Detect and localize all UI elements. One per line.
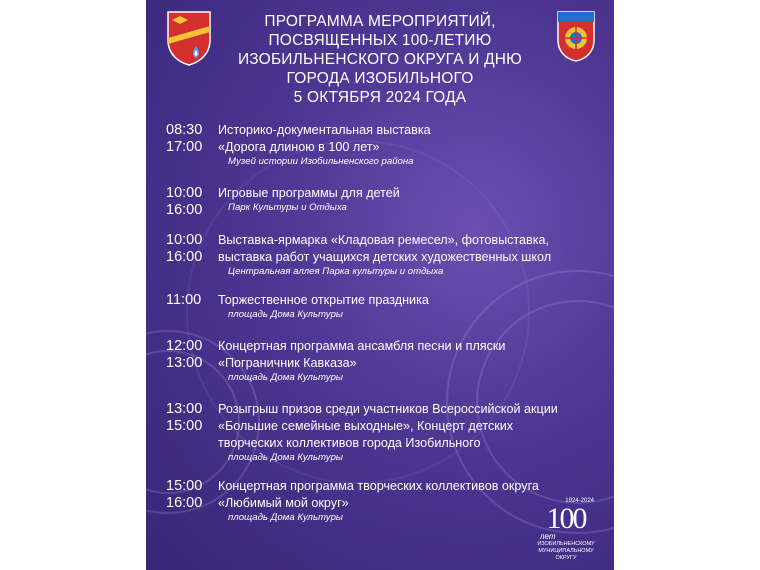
- title-line: ПРОГРАММА МЕРОПРИЯТИЙ,: [264, 13, 496, 30]
- event-description: [218, 232, 604, 278]
- event-times: [166, 292, 216, 309]
- event-end-time: 16:00: [166, 202, 203, 218]
- jubilee-number: 100: [546, 502, 586, 535]
- event-end-time: 15:00: [166, 418, 203, 434]
- event-end-time: 17:00: [166, 139, 203, 155]
- event-description: [218, 185, 604, 214]
- jubilee-word: лет: [540, 532, 556, 541]
- title-line: ПОСВЯЩЕННЫХ 100-ЛЕТИЮ: [268, 32, 492, 49]
- event-place: Центральная аллея Парка культуры и отдыха: [228, 266, 444, 277]
- event-description: [218, 338, 604, 384]
- event-times: [166, 185, 216, 219]
- event-place: площадь Дома Культуры: [228, 512, 343, 523]
- jubilee-logo: [534, 498, 598, 566]
- event-line: Концертная программа ансамбля песни и пляски: [218, 339, 506, 353]
- event-place: площадь Дома Культуры: [228, 452, 343, 463]
- event-end-time: 16:00: [166, 495, 203, 511]
- jubilee-years: 1924-2024: [565, 498, 594, 504]
- title-line: 5 ОКТЯБРЯ 2024 ГОДА: [293, 89, 467, 106]
- event-times: [166, 401, 216, 435]
- event-description: [218, 122, 604, 168]
- event-end-time: 16:00: [166, 249, 203, 265]
- district-emblem-icon: [556, 10, 596, 67]
- city-emblem-icon: [166, 10, 212, 71]
- event-poster: [146, 0, 614, 570]
- jubilee-caption: МУНИЦИПАЛЬНОМУ: [538, 548, 594, 554]
- event-start-time: 10:00: [166, 232, 203, 248]
- event-start-time: 11:00: [166, 292, 202, 308]
- event-line: «Большие семейные выходные», Концерт детских: [218, 419, 514, 433]
- event-description: [218, 478, 539, 524]
- event-line: Торжественное открытие праздника: [218, 293, 429, 307]
- event-times: [166, 338, 216, 372]
- event-times: [166, 122, 216, 156]
- jubilee-caption: ОКРУГУ: [555, 555, 577, 561]
- title-line: ИЗОБИЛЬНЕНСКОГО ОКРУГА И ДНЮ: [237, 51, 523, 68]
- event-times: [166, 232, 216, 266]
- event-line: «Дорога длиною в 100 лет»: [218, 140, 380, 154]
- event-end-time: 13:00: [166, 355, 203, 371]
- event-line: «Любимый мой округ»: [218, 496, 349, 510]
- title-line: ГОРОДА ИЗОБИЛЬНОГО: [286, 70, 474, 87]
- event-start-time: 12:00: [166, 338, 203, 354]
- event-line: Игровые программы для детей: [218, 186, 400, 200]
- event-start-time: 13:00: [166, 401, 203, 417]
- event-line: творческих коллективов города Изобильного: [218, 436, 481, 450]
- event-place: Музей истории Изобильненского района: [228, 156, 414, 167]
- poster-title: [216, 12, 544, 107]
- event-place: площадь Дома Культуры: [228, 372, 343, 383]
- event-line: Выставка-ярмарка «Кладовая ремесел», фотовыставка,: [218, 233, 550, 247]
- event-description: [218, 401, 604, 464]
- event-start-time: 15:00: [166, 478, 203, 494]
- event-description: [218, 292, 604, 321]
- event-start-time: 10:00: [166, 185, 203, 201]
- jubilee-caption: ИЗОБИЛЬНЕНСКОМУ: [537, 541, 595, 547]
- event-start-time: 08:30: [166, 122, 203, 138]
- event-line: выставка работ учащихся детских художественных школ: [218, 250, 552, 264]
- event-line: «Пограничник Кавказа»: [218, 356, 357, 370]
- event-line: Концертная программа творческих коллективов округа: [218, 479, 539, 493]
- event-line: Розыгрыш призов среди участников Всероссийской акции: [218, 402, 558, 416]
- event-line: Историко-документальная выставка: [218, 123, 431, 137]
- event-place: Парк Культуры и Отдыха: [228, 202, 347, 213]
- event-place: площадь Дома Культуры: [228, 309, 343, 320]
- event-times: [166, 478, 216, 512]
